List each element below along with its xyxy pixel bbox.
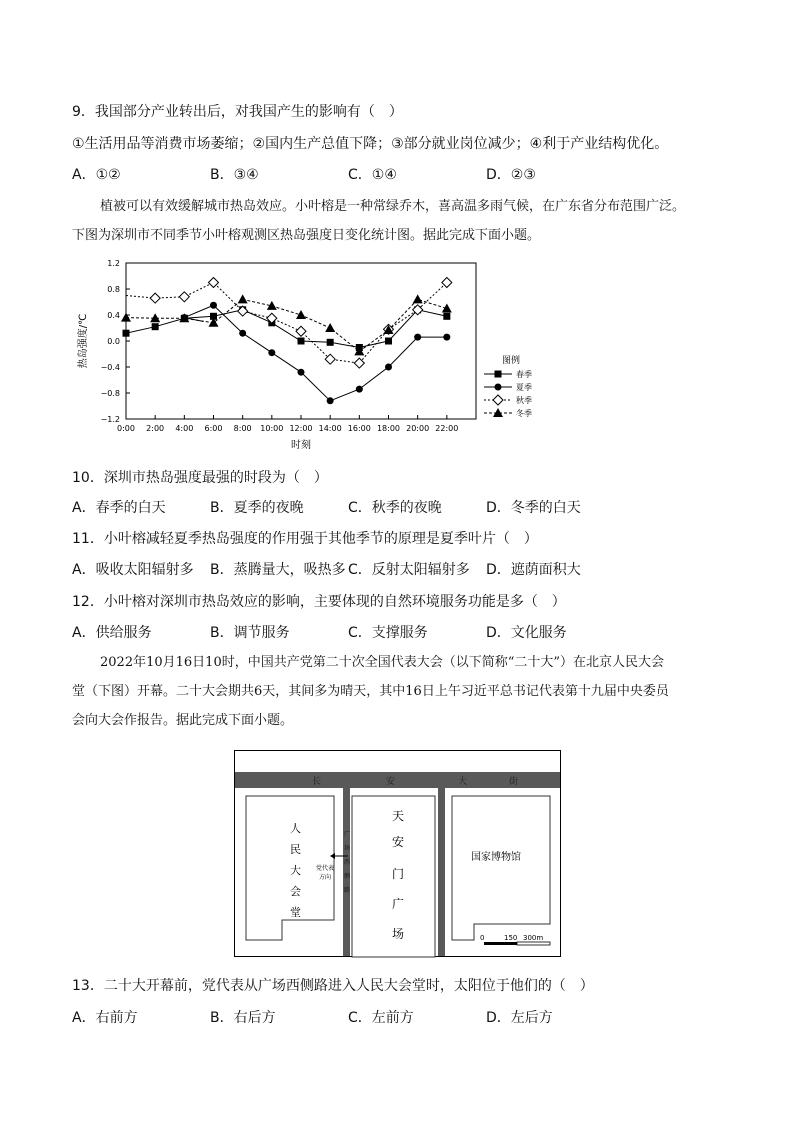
chart-legend xyxy=(484,354,532,418)
x-tick-label: 18:00 xyxy=(376,424,401,433)
legend-marker-circle xyxy=(495,384,502,391)
passage-1 xyxy=(72,192,762,250)
question-11-stem: 11．小叶榕减轻夏季热岛强度的作用强于其他季节的原理是夏季叶片（ ） xyxy=(72,531,538,547)
x-tick-label: 14:00 xyxy=(318,424,342,433)
y-tick-label: 1.2 xyxy=(107,259,120,268)
hall-char-4: 会 xyxy=(290,885,301,898)
q10-option-b: B．夏季的夜晚 xyxy=(210,500,304,516)
passage-2-line-2: 堂（下图）开幕。二十大会期共6天，其间多为晴天，其中16日上午习近平总书记代表第十九届中央委员 xyxy=(72,684,669,699)
q12-option-c: C．支撑服务 xyxy=(348,625,428,641)
x-tick-label: 6:00 xyxy=(204,424,223,433)
q12-option-d: D．文化服务 xyxy=(486,625,567,641)
heat-island-chart xyxy=(70,255,550,455)
chart-y-axis-label: 热岛强度/℃ xyxy=(78,313,89,369)
square-char-4: 广 xyxy=(392,897,405,911)
road-char-2: 场 xyxy=(344,845,351,852)
y-tick-label: −0.4 xyxy=(100,363,120,372)
scale-150: 150 xyxy=(504,934,518,942)
hall-char-1: 人 xyxy=(290,822,301,835)
data-point-square xyxy=(123,330,130,337)
y-tick-label: 0.0 xyxy=(107,337,120,346)
passage-1-line-1: 植被可以有效缓解城市热岛效应。小叶榕是一种常绿乔木，喜高温多雨气候，在广东省分布范围广泛。 xyxy=(100,199,686,214)
data-point-square xyxy=(152,323,159,330)
q10-option-c: C．秋季的夜晚 xyxy=(348,500,442,516)
street-char-3: 大 xyxy=(458,777,468,787)
question-9-statements: ①生活用品等消费市场萎缩；②国内生产总值下降；③部分就业岗位减少；④利于产业结构优化。 xyxy=(72,136,669,152)
question-13-stem: 13．二十大开幕前，党代表从广场西侧路进入人民大会堂时，太阳位于他们的（ ） xyxy=(72,978,594,994)
q12-option-a: A．供给服务 xyxy=(72,625,152,641)
data-point-circle xyxy=(356,386,363,393)
legend-marker-diamond xyxy=(493,395,503,405)
data-point-circle xyxy=(327,397,334,404)
street-char-1: 长 xyxy=(312,777,322,787)
x-tick-label: 22:00 xyxy=(435,424,459,433)
square-char-1: 天 xyxy=(392,809,405,823)
legend-title: 图例 xyxy=(502,356,521,366)
q11-option-c: C．反射太阳辐射多 xyxy=(348,562,470,578)
square-west-road xyxy=(343,788,350,956)
data-point-circle xyxy=(443,334,450,341)
square-char-3: 门 xyxy=(392,867,405,881)
data-point-circle xyxy=(414,334,421,341)
arrow-label-line-2: 方向 xyxy=(319,874,332,881)
square-char-5: 场 xyxy=(392,927,405,941)
q13-option-b: B．右后方 xyxy=(210,1010,276,1026)
x-tick-label: 16:00 xyxy=(347,424,371,433)
hall-char-2: 民 xyxy=(290,843,301,856)
scale-300m: 300m xyxy=(523,934,544,942)
passage-2 xyxy=(72,648,762,735)
q9-option-b: B．③④ xyxy=(210,167,259,183)
question-12-stem: 12．小叶榕对深圳市热岛效应的影响，主要体现的自然环境服务功能是多（ ） xyxy=(72,594,566,610)
data-point-square xyxy=(298,338,305,345)
road-char-1: 广 xyxy=(344,831,351,838)
road-char-5: 路 xyxy=(344,887,351,894)
q13-option-d: D．左后方 xyxy=(486,1010,553,1026)
data-point-square xyxy=(327,339,334,346)
legend-label: 冬季 xyxy=(516,409,532,418)
hall-char-5: 堂 xyxy=(290,906,301,919)
x-tick-label: 4:00 xyxy=(175,424,194,433)
road-char-4: 侧 xyxy=(344,873,351,880)
data-point-square xyxy=(385,338,392,345)
y-tick-label: 0.4 xyxy=(107,311,120,320)
data-point-circle xyxy=(298,369,305,376)
x-tick-label: 0:00 xyxy=(117,424,135,433)
square-char-2: 安 xyxy=(392,835,405,849)
passage-1-line-2: 下图为深圳市不同季节小叶榕观测区热岛强度日变化统计图。据此完成下面小题。 xyxy=(72,228,541,243)
x-tick-label: 2:00 xyxy=(146,424,165,433)
arrow-label-line-1: 党代表 xyxy=(316,865,335,872)
y-tick-label: −1.2 xyxy=(100,415,120,424)
passage-2-line-1: 2022年10月16日10时，中国共产党第二十次全国代表大会（以下简称“二十大”）在北京人民大会 xyxy=(100,655,665,670)
data-point-circle xyxy=(239,330,246,337)
y-tick-label: −0.8 xyxy=(100,389,120,398)
tiananmen-map xyxy=(234,750,561,958)
data-point-circle xyxy=(210,302,217,309)
national-museum-outline xyxy=(452,796,550,940)
hall-char-3: 大 xyxy=(290,864,301,877)
passage-2-line-3: 会向大会作报告。据此完成下面小题。 xyxy=(72,713,294,728)
q10-option-d: D．冬季的白天 xyxy=(486,500,581,516)
data-point-square xyxy=(443,313,450,320)
q12-option-b: B．调节服务 xyxy=(210,625,290,641)
x-tick-label: 8:00 xyxy=(233,424,252,433)
chart-x-axis-label: 时刻 xyxy=(291,440,311,451)
q11-option-d: D．遮荫面积大 xyxy=(486,562,581,578)
q13-option-c: C．左前方 xyxy=(348,1010,414,1026)
q11-option-a: A．吸收太阳辐射多 xyxy=(72,562,194,578)
square-east-road xyxy=(438,788,445,956)
question-10-stem: 10．深圳市热岛强度最强的时段为（ ） xyxy=(72,470,328,486)
question-9-stem: 9．我国部分产业转出后，对我国产生的影响有（ ） xyxy=(72,104,403,120)
data-point-circle xyxy=(385,364,392,371)
legend-label: 春季 xyxy=(516,370,532,379)
legend-label: 夏季 xyxy=(516,383,532,392)
q9-option-c: C．①④ xyxy=(348,167,397,183)
q10-option-a: A．春季的白天 xyxy=(72,500,166,516)
q13-option-a: A．右前方 xyxy=(72,1010,138,1026)
q11-option-b: B．蒸腾量大，吸热多 xyxy=(210,562,346,578)
q9-option-a: A．①② xyxy=(72,167,121,183)
y-tick-label: 0.8 xyxy=(107,285,120,294)
x-tick-label: 20:00 xyxy=(406,424,430,433)
legend-label: 秋季 xyxy=(516,396,532,405)
street-char-2: 安 xyxy=(386,777,396,787)
x-tick-label: 12:00 xyxy=(289,424,313,433)
q9-option-d: D．②③ xyxy=(486,167,536,183)
scale-0: 0 xyxy=(480,934,485,942)
street-char-4: 街 xyxy=(509,777,519,787)
x-tick-label: 10:00 xyxy=(260,424,284,433)
data-point-circle xyxy=(268,349,275,356)
road-char-3: 西 xyxy=(344,859,351,866)
legend-marker-square xyxy=(495,371,502,378)
national-museum-label: 国家博物馆 xyxy=(471,852,521,863)
